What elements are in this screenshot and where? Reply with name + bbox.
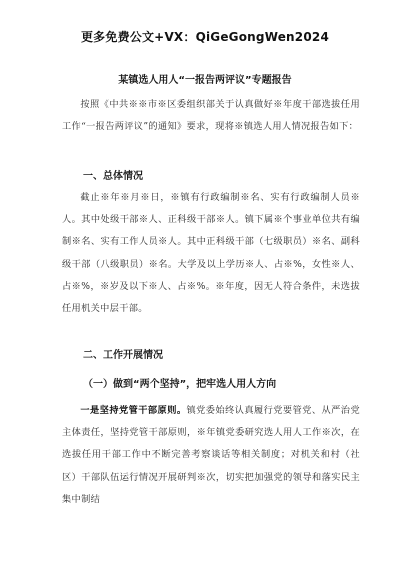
intro-paragraph: 按照《中共※※市※区委组织部关于认真做好※年度干部选拔任用工作“一报告两评议”的通知》要求，现将※镇选人用人情况报告如下： [62,99,360,133]
work-paragraph [62,400,360,511]
promo-banner: 更多免费公文+VX：QiGeGongWen2024 [80,30,329,44]
section-heading-work: 二、工作开展情况 [83,350,163,361]
section-heading-overview: 一、总体情况 [83,171,143,182]
paragraph-body-text: 镇党委始终认真履行党要管党、从严治党主体责任，坚持党管干部原则，※年镇党委研究选人用人工作※次，在选拔任用干部工作中不断完善考察谈话等相关制度；对机关和村（社区）干部队伍运行情况开展研判※次，切实把加强党的领导和落实民主集中制结 [62,405,360,505]
overview-paragraph: 截止※年※月※日，※镇有行政编制※名、实有行政编制人员※人。其中处级干部※人、正科级干部※人。镇下属※个事业单位共有编制※名、实有工作人员※人。其中正科级干部（七级职员）※名、副科级干部（八级职员）※名。大学及以上学历※人、占※%，女性※人、占※%，※岁及以下※人、占※%。※年度，因无人符合条件，未选拔任用机关中层干部。 [62,192,360,315]
subsection-heading-two-insists: （一）做到“两个坚持”，把牢选人用人方向 [83,379,277,390]
paragraph-lead-phrase: 一是坚持党管干部原则。 [80,405,187,416]
document-title: 某镇选人用人“一报告两评议”专题报告 [118,75,292,86]
